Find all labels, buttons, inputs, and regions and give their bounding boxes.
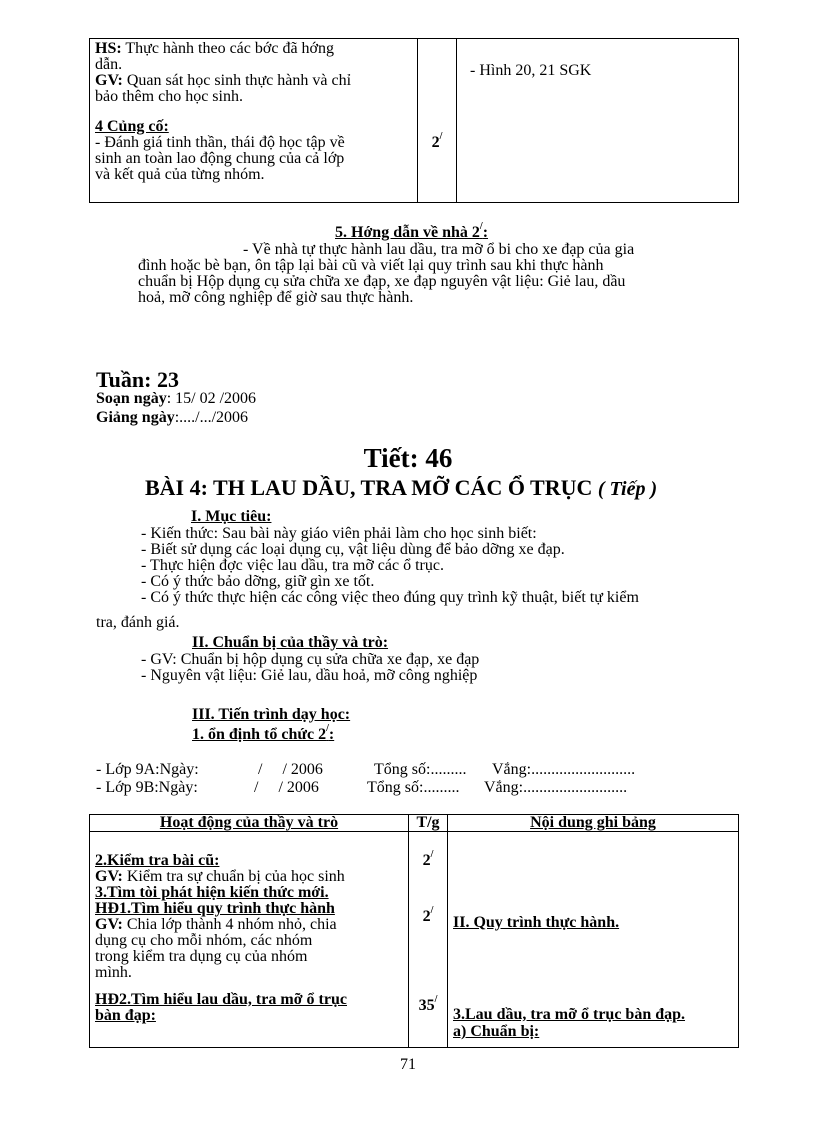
top-activity-table (89, 38, 739, 203)
minute-mark: / (430, 905, 434, 916)
time-value: 2 (431, 134, 440, 151)
class-total: Tổng số:......... (374, 761, 467, 778)
time-cell (409, 832, 448, 1048)
gv-label: GV: (95, 72, 123, 89)
minute-mark: / (479, 221, 483, 232)
class-date: / / 2006 (258, 761, 323, 778)
preparation-heading: II. Chuẩn bị của thầy và trò: (192, 634, 389, 651)
content-cell (448, 832, 739, 1048)
lesson-title-suffix: ( Tiếp ) (597, 478, 658, 500)
page-number: 71 (400, 1056, 416, 1073)
week-label: Tuần: 23 (96, 367, 179, 392)
homework-line: chuẩn bị Hộp dụng cụ sửa chữa xe đạp, xe đạp nguyên vật liệu: Giẻ lau, dầu (138, 273, 626, 290)
hd2-title: HĐ2.Tìm hiểu lau dầu, tra mỡ ổ trục (95, 991, 347, 1008)
minute-mark: / (434, 994, 438, 1005)
class-label: - Lớp 9A:Ngày: (96, 761, 199, 778)
minute-mark: / (439, 131, 443, 142)
gv-label: GV: (95, 916, 123, 933)
content-heading: a) Chuẩn bị: (453, 1023, 540, 1040)
column-header-content: Nội dung ghi bảng (448, 815, 739, 832)
minute-mark: / (430, 849, 434, 860)
process-heading: III. Tiến trình dạy học: (192, 706, 351, 723)
cungco-line: và kết quả của từng nhóm. (95, 166, 265, 183)
class-total: Tổng số:......... (367, 779, 460, 796)
gv-label: GV: (95, 868, 123, 885)
objective-item: - Có ý thức bảo dỡng, giữ gìn xe tốt. (141, 573, 375, 590)
soan-label: Soạn ngày (96, 390, 167, 407)
cungco-line: sinh an toàn lao động chung của cả lớp (95, 150, 345, 167)
timtoi-title: 3.Tìm tòi phát hiện kiến thức mới. (95, 884, 329, 901)
soan-value: : 15/ 02 /2006 (166, 390, 257, 407)
top-left-cell (90, 39, 418, 203)
hd1-line: dụng cụ cho mỗi nhóm, các nhóm (95, 932, 313, 949)
cungco-line: - Đánh giá tinh thần, thái độ học tập về (95, 134, 345, 151)
period-title: Tiết: 46 (363, 443, 453, 473)
lesson-plan-table (89, 814, 739, 1048)
hd1-title: HĐ1.Tìm hiểu quy trình thực hành (95, 900, 335, 917)
homework-line: - Về nhà tự thực hành lau dầu, tra mỡ ổ bi cho xe đạp của gia (243, 241, 635, 258)
activity-cell (90, 832, 409, 1048)
giang-value: :..../.../2006 (174, 409, 249, 426)
time-entry (409, 994, 447, 1015)
hs-text-1: Thực hành theo các bớc đã hớng (121, 40, 335, 57)
preparation-item: - GV: Chuẩn bị hộp dụng cụ sửa chữa xe đạp, xe đạp (141, 651, 480, 668)
lesson-title (145, 475, 657, 501)
objective-item: - Thực hiện đợc việc lau dầu, tra mỡ các ổ trục. (141, 557, 444, 574)
top-time-cell (418, 39, 457, 203)
gv-text-2: bảo thêm cho học sinh. (95, 88, 243, 105)
gv-text-1: Quan sát học sinh thực hành và chỉ (122, 72, 352, 89)
homework-title-end: : (482, 224, 489, 241)
column-header-activity: Hoạt động của thầy và trò (90, 815, 409, 832)
hs-label: HS: (95, 40, 122, 57)
objective-item: - Kiến thức: Sau bài này giáo viên phải làm cho học sinh biết: (141, 525, 537, 542)
hd1-line: mình. (95, 964, 132, 981)
process-subheading-end: : (328, 726, 335, 743)
hs-text-2: dẫn. (95, 56, 123, 73)
objectives-list (141, 526, 639, 606)
process-subheading (192, 723, 334, 744)
hd2-title: bàn đạp: (95, 1007, 156, 1024)
homework-title-text: 5. Hớng dẫn về nhà 2 (335, 224, 480, 241)
time-value: 2 (422, 908, 431, 925)
homework-body (138, 242, 634, 306)
preparation-item: - Nguyên vật liệu: Giẻ lau, dầu hoả, mỡ công nghiệp (141, 667, 478, 684)
column-header-time: T/g (409, 815, 448, 832)
cungco-title: 4 Củng cố: (95, 118, 169, 135)
hd1-line: trong kiểm tra dụng cụ của nhóm (95, 948, 308, 965)
class-absent: Vắng:.......................... (492, 761, 636, 778)
hd1-line: Chia lớp thành 4 nhóm nhỏ, chia (122, 916, 337, 933)
class-label: - Lớp 9B:Ngày: (96, 779, 198, 796)
time-value: 2 (422, 852, 431, 869)
content-heading: 3.Lau dầu, tra mỡ ổ trục bàn đạp. (453, 1006, 686, 1023)
kiemtra-text: Kiểm tra sự chuẩn bị của học sinh (122, 868, 345, 885)
homework-line: đình hoặc bè bạn, ôn tập lại bài cũ và viết lại quy trình sau khi thực hành (138, 257, 604, 274)
lesson-title-text: BÀI 4: TH LAU DẦU, TRA MỠ CÁC Ổ TRỤC (145, 475, 593, 500)
kiemtra-title: 2.Kiểm tra bài cũ: (95, 852, 220, 869)
time-value: 35 (418, 997, 435, 1014)
objective-item: - Có ý thức thực hiện các công việc theo đúng quy trình kỹ thuật, biết tự kiểm (141, 589, 639, 606)
content-heading: II. Quy trình thực hành. (453, 914, 620, 931)
objective-item: - Biết sử dụng các loại dụng cụ, vật liệu dùng để bảo dỡng xe đạp. (141, 541, 565, 558)
homework-line: hoả, mỡ công nghiệp để giờ sau thực hành. (138, 289, 414, 306)
minute-mark: / (326, 723, 329, 734)
time-entry (409, 849, 447, 870)
process-subheading-text: 1. ổn định tổ chức 2 (192, 726, 327, 743)
giang-label: Giảng ngày (96, 409, 175, 426)
homework-title (335, 221, 488, 242)
giang-row (96, 409, 248, 427)
top-right-cell (457, 39, 739, 203)
soan-row (96, 390, 256, 408)
time-entry (409, 905, 447, 926)
objective-item-continued: tra, đánh giá. (96, 614, 180, 631)
reference-text: - Hình 20, 21 SGK (470, 62, 592, 79)
class-date: / / 2006 (254, 779, 319, 796)
class-absent: Vắng:.......................... (484, 779, 628, 796)
preparation-list (141, 652, 479, 684)
objectives-heading: I. Mục tiêu: (191, 508, 272, 525)
